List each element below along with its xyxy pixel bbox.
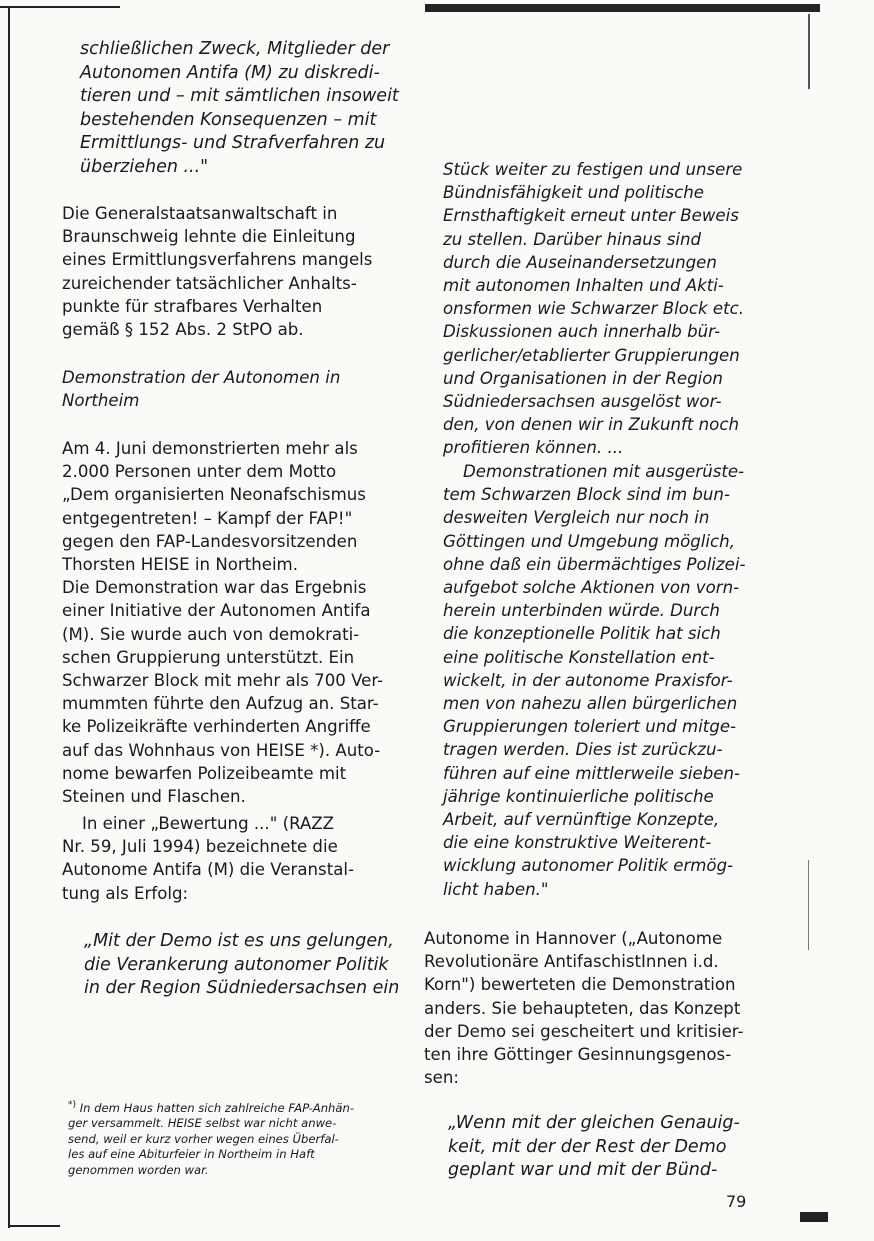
text-line: mummten führte den Aufzug an. Star-: [62, 694, 379, 714]
text-line: zureichender tatsächlicher Anhalts-: [62, 273, 357, 293]
right-quote-second: [443, 460, 745, 901]
text-line: und Organisationen in der Region: [443, 368, 723, 388]
text-line: aufgebot solche Aktionen von vorn-: [443, 578, 740, 598]
bottom-right-corner-mark: [800, 1212, 828, 1222]
text-line: geplant war und mit der Bünd-: [448, 1160, 718, 1180]
text-line: zu stellen. Darüber hinaus sind: [443, 229, 702, 249]
text-line: die eine konstruktive Weiterent-: [443, 833, 712, 853]
footnote: [68, 1098, 354, 1178]
text-line: Die Generalstaatsanwaltschaft in: [62, 204, 338, 223]
text-line: bestehenden Konsequenzen – mit: [80, 109, 377, 130]
text-line: herein unterbinden würde. Durch: [443, 601, 720, 621]
right-margin-mark: [808, 14, 810, 89]
text-line: gemäß § 152 Abs. 2 StPO ab.: [62, 320, 304, 340]
text-line: überziehen ...": [80, 156, 209, 177]
text-line: führen auf eine mittlerweile sieben-: [443, 763, 740, 783]
left-quote-bottom: [84, 930, 399, 1001]
text-line: Braunschweig lehnte die Einleitung: [62, 227, 356, 247]
text-line: tem Schwarzen Block sind im bun-: [443, 485, 730, 505]
text-line: ke Polizeikräfte verhinderten Angriffe: [62, 717, 371, 737]
text-line: einer Initiative der Autonomen Antifa: [62, 601, 371, 621]
text-line: mit autonomen Inhalten und Akti-: [443, 276, 724, 296]
text-line: Am 4. Juni demonstrierten mehr als: [62, 439, 358, 458]
text-line: men von nahezu allen bürgerlichen: [443, 694, 738, 714]
section-heading: [62, 366, 340, 412]
text-line: „Wenn mit der gleichen Genauig-: [448, 1113, 740, 1133]
text-line: Göttingen und Umgebung möglich,: [443, 531, 735, 551]
text-line: wickelt, in der autonome Praxisfor-: [443, 670, 733, 690]
page-number: 79: [726, 1192, 747, 1211]
text-line: Thorsten HEISE in Northeim.: [62, 555, 298, 575]
text-line: In einer „Bewertung ..." (RAZZ: [82, 814, 335, 833]
footnote-line: genommen worden war.: [68, 1162, 209, 1177]
text-line: sen:: [424, 1068, 459, 1088]
text-line: Revolutionäre AntifaschistInnen i.d.: [424, 952, 719, 972]
text-line: (M). Sie wurde auch von demokrati-: [62, 624, 360, 644]
text-line: eine politische Konstellation ent-: [443, 647, 715, 667]
text-line: „Mit der Demo ist es uns gelungen,: [84, 931, 394, 951]
paragraph-bewertung: [62, 812, 354, 905]
text-line: Demonstrationen mit ausgerüste-: [463, 462, 745, 481]
text-line: wicklung autonomer Politik ermög-: [443, 856, 734, 876]
text-line: punkte für strafbares Verhalten: [62, 296, 323, 316]
text-line: durch die Auseinandersetzungen: [443, 252, 717, 272]
text-line: jährige kontinuierliche politische: [443, 786, 714, 806]
heading-line: Northeim: [62, 391, 140, 411]
right-quote-top: [443, 158, 744, 460]
text-line: tung als Erfolg:: [62, 883, 189, 903]
text-line: ohne daß ein übermächtiges Polizei-: [443, 554, 746, 574]
top-right-rule: [425, 4, 820, 12]
footnote-line: [68, 1098, 354, 1116]
text-line: entgegentreten! – Kampf der FAP!": [62, 508, 353, 528]
text-line: gegen den FAP-Landesvorsitzenden: [62, 531, 358, 551]
text-line: in der Region Südniedersachsen ein: [84, 978, 400, 998]
text-line: Autonome in Hannover („Autonome: [424, 929, 723, 948]
footnote-marker: *): [68, 1100, 77, 1110]
text-line: eines Ermittlungsverfahrens mangels: [62, 250, 373, 270]
footnote-line: ger versammelt. HEISE selbst war nicht anwe-: [68, 1116, 337, 1131]
text-line: der Demo sei gescheitert und kritisier-: [424, 1021, 744, 1041]
text-line: Die Demonstration war das Ergebnis: [62, 578, 367, 598]
text-line: auf das Wohnhaus von HEISE *). Auto-: [62, 740, 381, 760]
text-line: schen Gruppierung unterstützt. Ein: [62, 647, 355, 667]
text-line: Korn") bewerteten die Demonstration: [424, 975, 736, 995]
text-line: anders. Sie behaupteten, das Konzept: [424, 998, 741, 1018]
text-line: nome bewarfen Polizeibeamte mit: [62, 763, 347, 783]
footnote-text: In dem Haus hatten sich zahlreiche FAP-Anhän-: [79, 1100, 355, 1115]
right-margin-mark-lower: [808, 860, 809, 950]
left-quote-top: [80, 38, 399, 179]
text-line: Ernsthaftigkeit erneut unter Beweis: [443, 206, 739, 226]
text-line: gerlicher/etablierter Gruppierungen: [443, 345, 740, 365]
bottom-left-rule: [10, 1225, 60, 1227]
text-line: „Dem organisierten Neonafschismus: [62, 485, 366, 505]
left-margin-rule: [8, 6, 10, 1228]
text-line: Autonomen Antifa (M) zu diskredi-: [80, 62, 380, 83]
text-line: 2.000 Personen unter dem Motto: [62, 462, 337, 482]
text-line: tragen werden. Dies ist zurückzu-: [443, 740, 723, 760]
text-line: Diskussionen auch innerhalb bür-: [443, 322, 721, 342]
paragraph-generalstaatsanwaltschaft: [62, 202, 372, 341]
paragraph-hannover: [424, 927, 744, 1089]
text-line: Südniedersachsen ausgelöst wor-: [443, 392, 722, 412]
text-line: licht haben.": [443, 879, 549, 899]
paragraph-demo: [62, 437, 383, 808]
text-line: den, von denen wir in Zukunft noch: [443, 415, 739, 435]
right-quote-bottom: [448, 1112, 740, 1183]
text-line: keit, mit der der Rest der Demo: [448, 1136, 727, 1157]
text-line: onsformen wie Schwarzer Block etc.: [443, 299, 744, 319]
text-line: Gruppierungen toleriert und mitge-: [443, 717, 737, 737]
text-line: die konzeptionelle Politik hat sich: [443, 624, 721, 644]
heading-line: Demonstration der Autonomen in: [62, 368, 341, 387]
text-line: Stück weiter zu festigen und unsere: [443, 160, 743, 179]
text-line: desweiten Vergleich nur noch in: [443, 508, 710, 528]
footnote-line: send, weil er kurz vorher wegen eines Überfal-: [68, 1131, 339, 1146]
text-line: die Verankerung autonomer Politik: [84, 954, 389, 975]
text-line: Bündnisfähigkeit und politische: [443, 183, 704, 203]
text-line: Autonome Antifa (M) die Veranstal-: [62, 860, 354, 880]
text-line: Schwarzer Block mit mehr als 700 Ver-: [62, 671, 384, 691]
text-line: Arbeit, auf vernünftige Konzepte,: [443, 810, 720, 830]
text-line: profitieren können. ...: [443, 438, 624, 458]
text-line: ten ihre Göttinger Gesinnungsgenos-: [424, 1045, 732, 1065]
text-line: schließlichen Zweck, Mitglieder der: [80, 39, 390, 59]
top-left-rule: [0, 6, 120, 8]
footnote-line: les auf eine Abiturfeier in Northeim in Haft: [68, 1147, 315, 1162]
text-line: tieren und – mit sämtlichen insoweit: [80, 86, 399, 106]
text-line: Steinen und Flaschen.: [62, 787, 246, 807]
text-line: Nr. 59, Juli 1994) bezeichnete die: [62, 837, 338, 857]
text-line: Ermittlungs- und Strafverfahren zu: [80, 133, 386, 153]
